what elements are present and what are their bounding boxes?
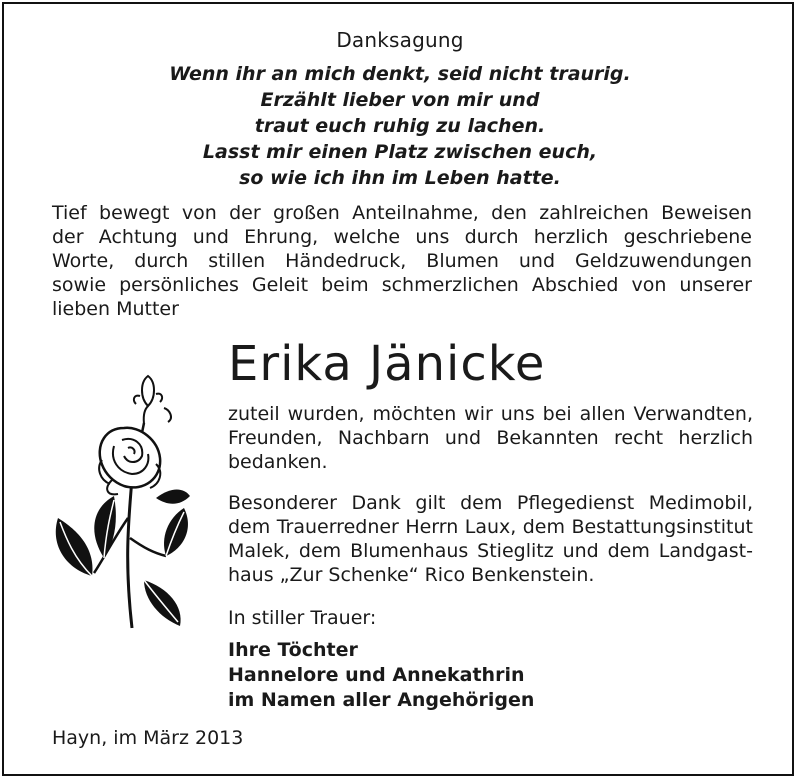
poem-line: Lasst mir einen Platz zwischen euch, xyxy=(202,141,598,163)
notice-heading: Danksagung xyxy=(336,28,464,52)
special-line: dem Trauerredner Herrn Laux, dem Bestattungsinstitut xyxy=(228,516,753,538)
special-line: Malek, dem Blumenhaus Stieglitz und dem Landgast- xyxy=(228,540,753,562)
signer-line: Hannelore und Annekathrin xyxy=(228,664,525,686)
signers xyxy=(228,638,534,713)
intro-line: Worte, durch stillen Händedruck, Blumen und Geldzuwendungen xyxy=(52,250,752,272)
signer-line: Ihre Töchter xyxy=(228,639,358,661)
deceased-name: Erika Jänicke xyxy=(228,336,546,392)
poem-line: Erzählt lieber von mir und xyxy=(260,89,540,111)
signer-line: im Namen aller Angehörigen xyxy=(228,689,535,711)
mourning-label: In stiller Trauer: xyxy=(228,607,377,629)
thanks-line: bedanken. xyxy=(228,451,328,473)
intro-line: der Achtung und Ehrung, welche uns durch herzlich geschriebene xyxy=(52,226,752,248)
intro-paragraph xyxy=(52,201,752,321)
thanks-line: Freunden, Nachbarn und Bekannten recht herzlich xyxy=(228,427,753,449)
intro-line: lieben Mutter xyxy=(52,298,179,320)
intro-line: sowie persönliches Geleit beim schmerzlichen Abschied von unserer xyxy=(52,274,752,296)
poem-line: traut euch ruhig zu lachen. xyxy=(254,115,546,137)
special-line: Besonderer Dank gilt dem Pflegedienst Medimobil, xyxy=(228,492,753,514)
poem-line: Wenn ihr an mich denkt, seid nicht traurig. xyxy=(169,63,631,85)
intro-line: Tief bewegt von der großen Anteilnahme, den zahlreichen Beweisen xyxy=(52,202,752,224)
special-thanks-paragraph xyxy=(228,491,753,587)
poem-line: so wie ich ihn im Leben hatte. xyxy=(239,167,561,189)
poem xyxy=(0,61,800,191)
special-line: haus „Zur Schenke“ Rico Benkenstein. xyxy=(228,564,595,586)
thanks-paragraph xyxy=(228,402,753,474)
rose-icon xyxy=(44,368,194,642)
thanks-line: zuteil wurden, möchten wir uns bei allen Verwandten, xyxy=(228,403,753,425)
place-date: Hayn, im März 2013 xyxy=(52,727,244,749)
